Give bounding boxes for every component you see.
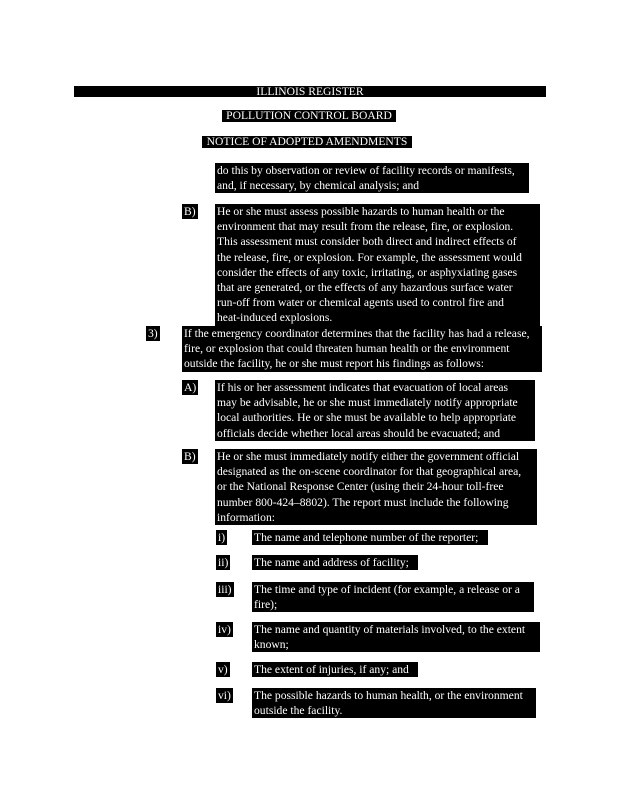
item-a-paragraph [215,380,535,441]
text-line: number 800-424–8802). The report must include the following [217,495,509,509]
continuation-paragraph [215,163,529,193]
text-line: consider the effects of any toxic, irritating, or asphyxiating gases [217,265,518,279]
text-line: The possible hazards to human health, or the environment [254,689,523,702]
subitem-v-label: v) [218,663,228,676]
subitem-iii-label: iii) [218,583,232,596]
text-line: If his or her assessment indicates that evacuation of local areas [217,381,509,394]
subitem-i-label: i) [218,531,226,544]
register-title: ILLINOIS REGISTER [74,86,546,97]
text-line: run-off from water or chemical agents used to control fire and [217,296,504,310]
item-b-label: B) [184,205,196,218]
text-line: The name and telephone number of the reporter; [254,531,479,544]
text-line: or the National Response Center (using their 24-hour toll-free [217,480,504,494]
item-a-label: A) [184,381,197,394]
subitem-vi-text [252,688,536,718]
text-line: He or she must assess possible hazards to human health or the [217,205,505,218]
text-line: outside the facility. [254,704,343,718]
text-line: The name and address of facility; [254,556,409,569]
text-line: The name and quantity of materials involved, to the extent [254,623,526,636]
subitem-iv-label: iv) [218,623,231,636]
text-line: If the emergency coordinator determines that the facility has had a release, [184,327,530,340]
subitem-iii-text [252,582,534,612]
subitem-vi-label: vi) [218,689,231,702]
text-line: heat-induced explosions. [217,311,333,325]
item-3-label: 3) [148,327,158,340]
item-b-label: B) [184,450,196,463]
text-line: officials decide whether local areas should be evacuated; and [217,426,501,440]
text-line: known; [254,638,289,652]
text-line: the release, fire, or explosion. For example, the assessment would [217,250,522,264]
item-b-notify-paragraph [215,449,537,525]
item-3-paragraph [182,326,542,372]
text-line: designated as the on-scene coordinator for that geographical area, [217,465,522,479]
text-line: This assessment must consider both direct and indirect effects of [217,235,517,249]
subitem-ii-label: ii) [218,556,229,569]
subitem-iv-text [252,622,540,652]
subitem-v-text [252,662,418,677]
text-line: that are generated, or the effects of any hazardous surface water [217,281,513,295]
subitem-ii-text [252,555,418,570]
text-line: fire, or explosion that could threaten human health or the environment [184,342,510,356]
text-line: The extent of injuries, if any; and [254,663,409,676]
text-line: may be advisable, he or she must immediately notify appropriate [217,396,518,410]
notice-title: NOTICE OF ADOPTED AMENDMENTS [202,136,412,148]
text-line: and, if necessary, by chemical analysis; and [217,179,420,193]
text-line: environment that may result from the release, fire, or explosion. [217,220,514,234]
text-line: The time and type of incident (for example, a release or a [254,583,520,596]
text-line: information: [217,510,275,524]
text-line: He or she must immediately notify either the government official [217,450,520,463]
subitem-i-text [252,530,488,545]
text-line: do this by observation or review of facility records or manifests, [217,164,515,177]
board-title: POLLUTION CONTROL BOARD [222,110,396,122]
text-line: outside the facility, he or she must report his findings as follows: [184,357,484,371]
text-line: fire); [254,598,278,612]
item-b-paragraph [215,204,540,326]
text-line: local authorities. He or she must be available to help appropriate [217,411,517,425]
